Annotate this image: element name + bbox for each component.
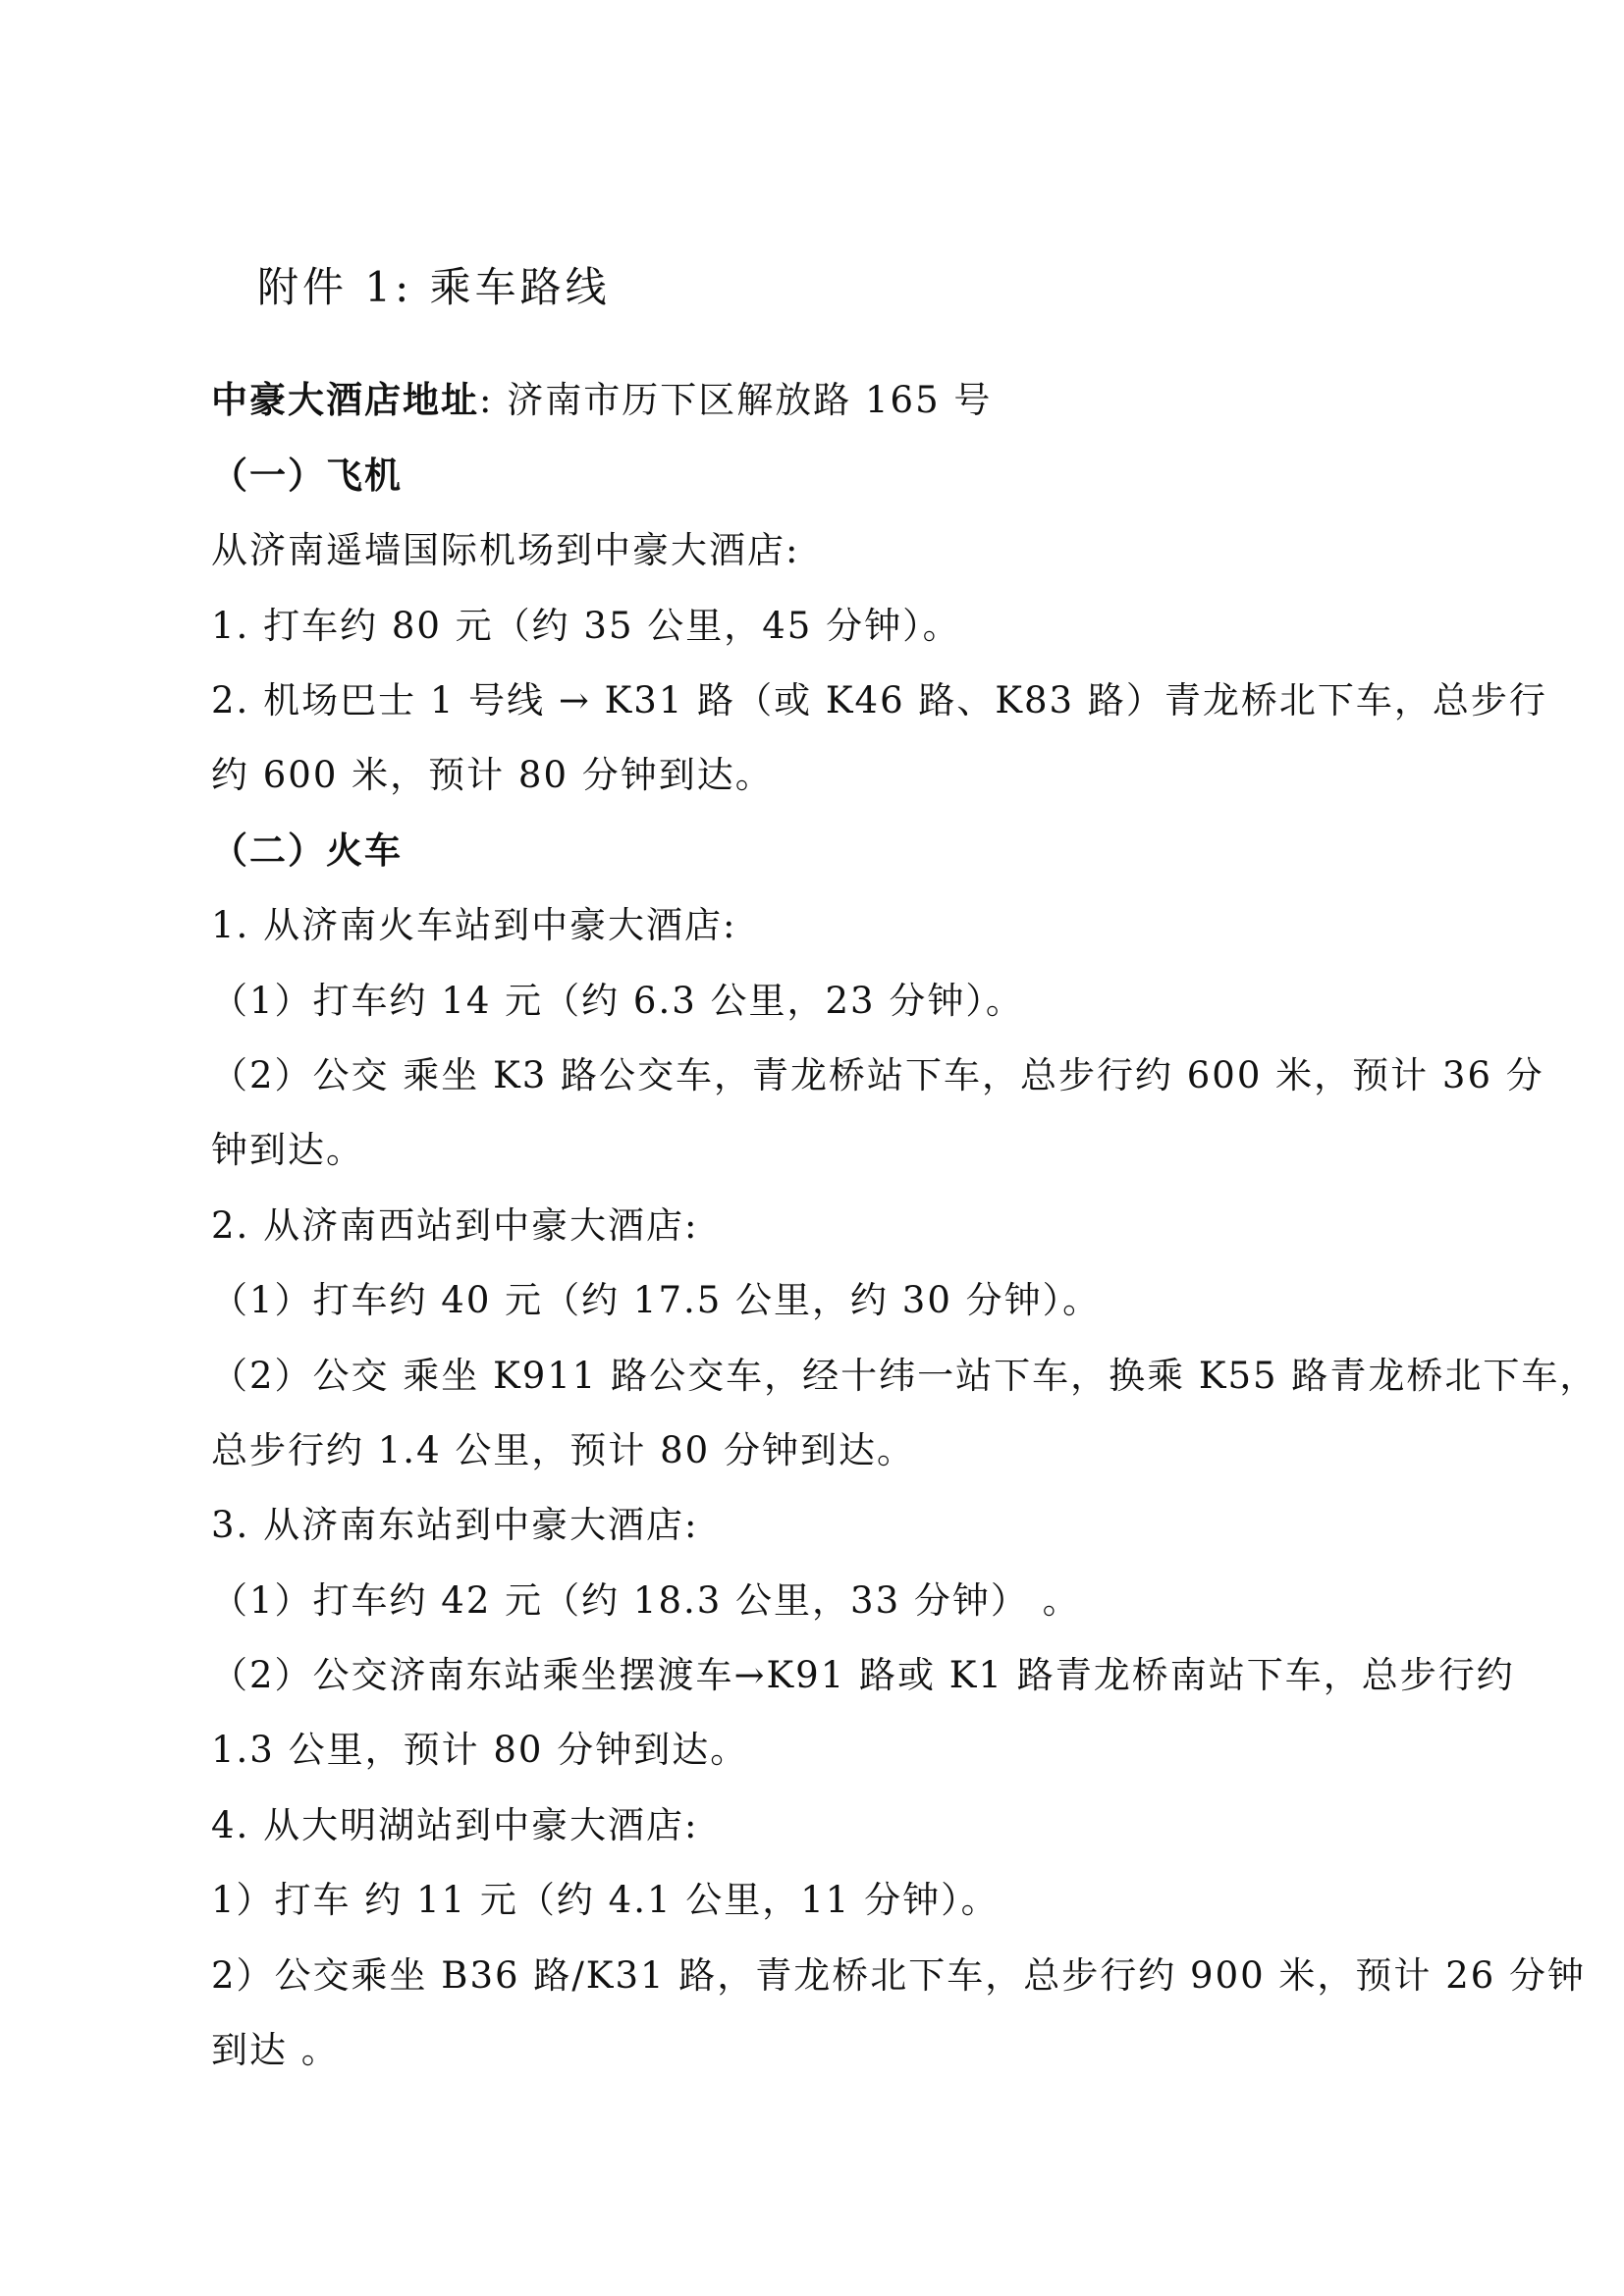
text-line: （2）公交 乘坐 K3 路公交车，青龙桥站下车，总步行约 600 米，预计 36 分	[211, 1054, 1544, 1096]
text-line: （2）公交 乘坐 K911 路公交车，经十纬一站下车，换乘 K55 路青龙桥北下车，	[211, 1355, 1598, 1397]
page-title: 附件 1: 乘车路线	[257, 263, 611, 311]
section-heading-train: （二）火车	[211, 829, 403, 872]
address-label: 中豪大酒店地址	[211, 379, 479, 421]
section-heading-airplane: （一）飞机	[211, 454, 403, 497]
text-line: （1）打车约 14 元（约 6.3 公里，23 分钟）。	[211, 980, 1024, 1022]
text-line: 1）打车 约 11 元（约 4.1 公里，11 分钟）。	[211, 1879, 1000, 1921]
text-line: （1）打车约 40 元（约 17.5 公里，约 30 分钟）。	[211, 1279, 1102, 1321]
text-line: 从济南遥墙国际机场到中豪大酒店:	[211, 529, 800, 571]
text-line: 1.3 公里，预计 80 分钟到达。	[211, 1729, 749, 1771]
text-line: 4. 从大明湖站到中豪大酒店:	[211, 1804, 699, 1846]
text-line: 1. 打车约 80 元（约 35 公里，45 分钟）。	[211, 605, 961, 647]
text-line: 到达 。	[211, 2029, 340, 2071]
text-line: 1. 从济南火车站到中豪大酒店:	[211, 904, 737, 946]
text-line: 3. 从济南东站到中豪大酒店:	[211, 1504, 699, 1546]
text-line: 2. 从济南西站到中豪大酒店:	[211, 1204, 699, 1247]
address-value: : 济南市历下区解放路 165 号	[479, 379, 993, 421]
text-line: 钟到达。	[211, 1129, 364, 1171]
text-line: （2）公交济南东站乘坐摆渡车→K91 路或 K1 路青龙桥南站下车，总步行约	[211, 1654, 1515, 1696]
text-line: 总步行约 1.4 公里，预计 80 分钟到达。	[211, 1429, 915, 1471]
text-line: 2. 机场巴士 1 号线 → K31 路（或 K46 路、K83 路）青龙桥北下车，总步行	[211, 679, 1547, 721]
hotel-address	[211, 376, 992, 425]
text-line: 2）公交乘坐 B36 路/K31 路，青龙桥北下车，总步行约 900 米，预计 26 分钟	[211, 1954, 1587, 1997]
text-line: （1）打车约 42 元（约 18.3 公里，33 分钟） 。	[211, 1579, 1081, 1622]
text-line: 约 600 米，预计 80 分钟到达。	[211, 754, 774, 796]
